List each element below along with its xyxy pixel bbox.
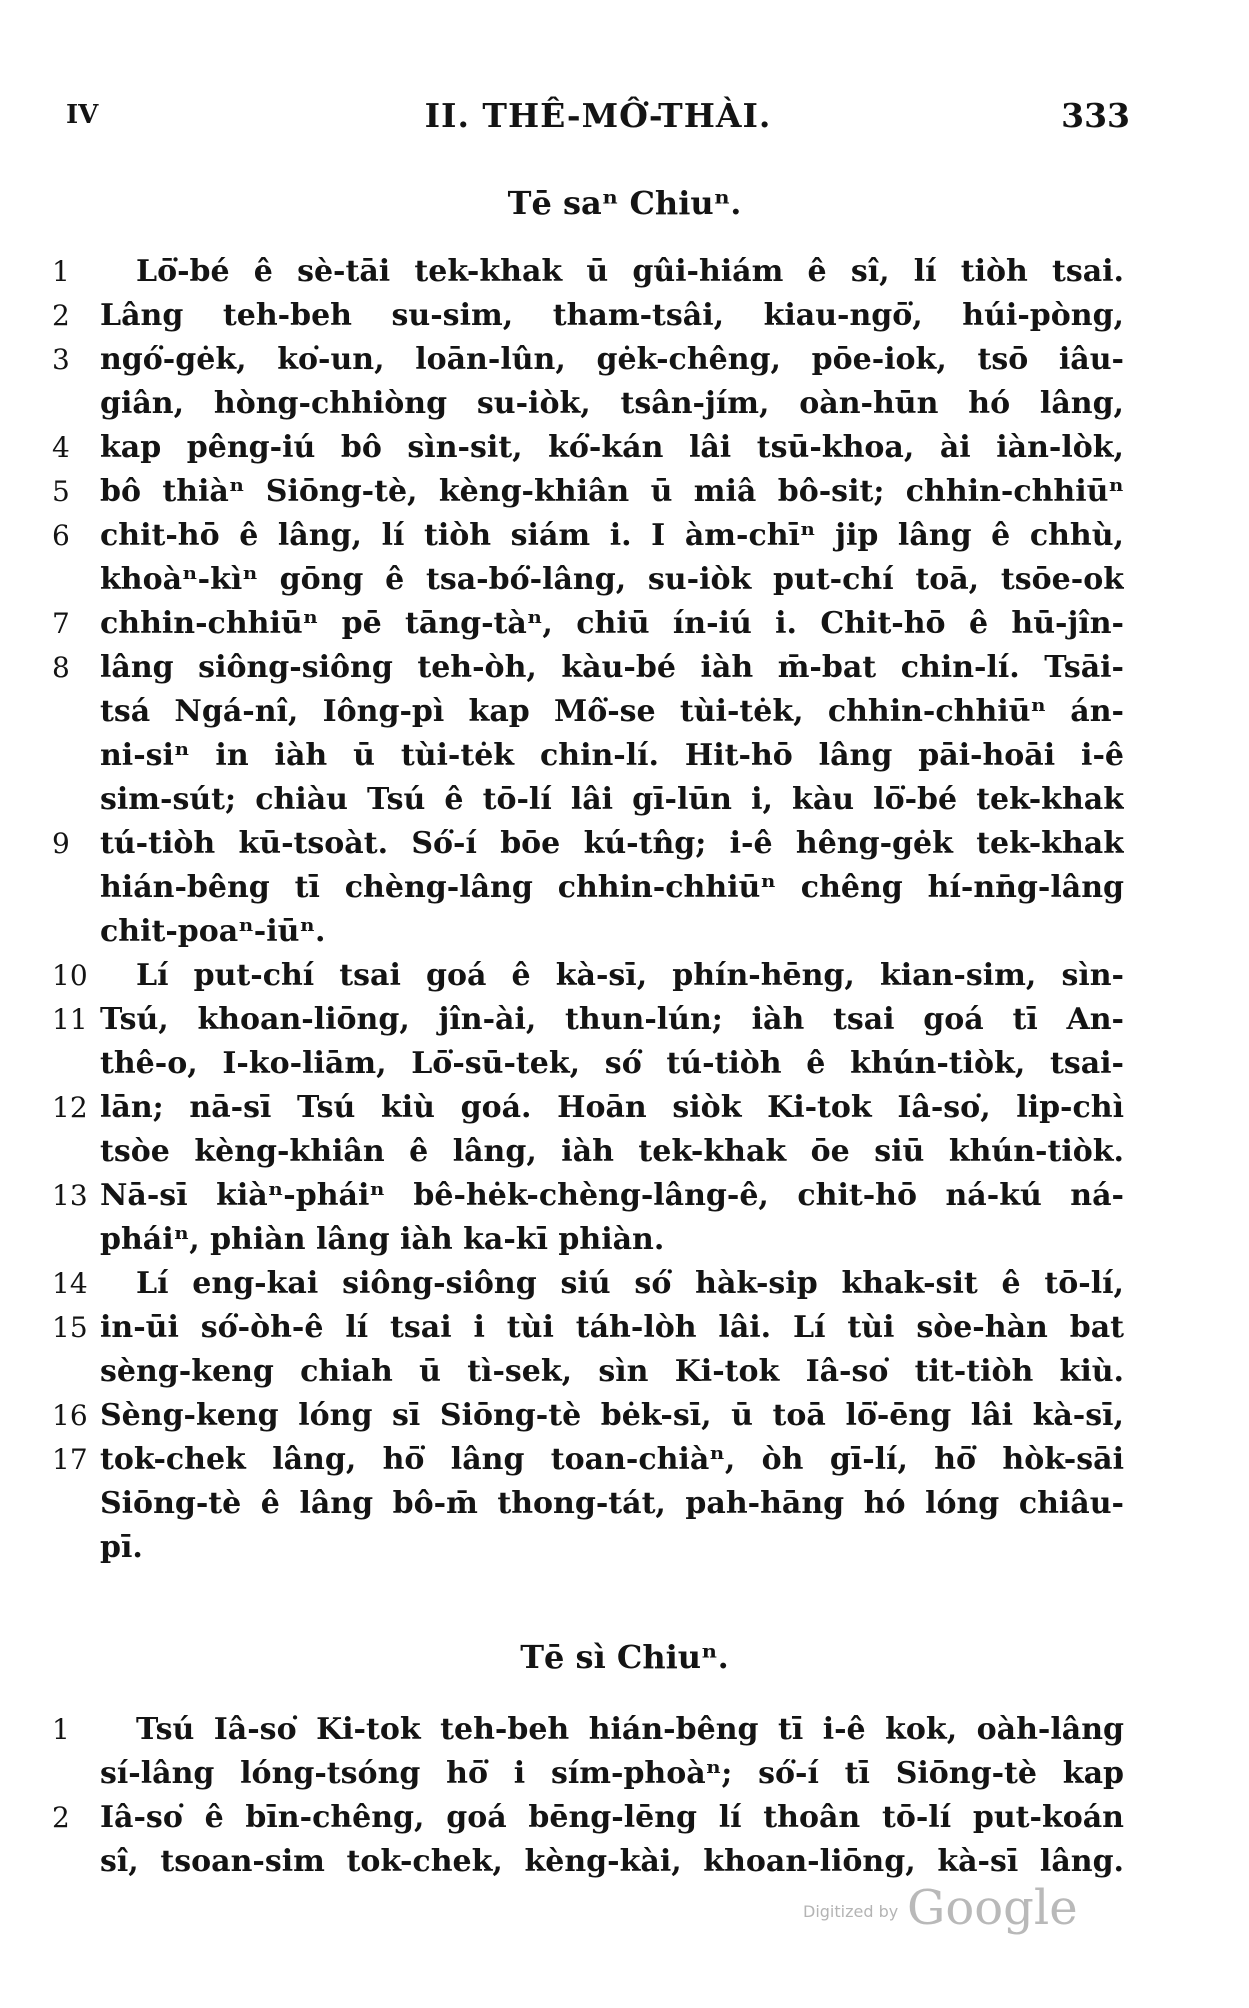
chapter-heading: Tē sì Chiuⁿ. bbox=[520, 1638, 729, 1676]
text-line bbox=[0, 1174, 1249, 1218]
line-text: Siōng-tè ê lâng bô-m̄ thong-tát, pah-hāng hó lóng chiâu- bbox=[100, 1486, 1124, 1521]
line-text: giân, hòng-chhiòng su-iòk, tsân-jím, oàn-hūn hó lâng, bbox=[100, 386, 1124, 421]
text-line bbox=[0, 734, 1249, 778]
text-line bbox=[0, 1796, 1249, 1840]
text-line bbox=[0, 602, 1249, 646]
text-line bbox=[0, 954, 1249, 998]
line-text: tú-tiòh kū-tsoàt. Só͘-í bōe kú-tn̂g; i-ê hêng-gėk tek-khak bbox=[100, 826, 1124, 861]
line-text: Nā-sī kiàⁿ-pháiⁿ bê-hėk-chèng-lâng-ê, chit-hō ná-kú ná- bbox=[100, 1178, 1124, 1213]
verse-number: 1 bbox=[52, 255, 70, 288]
text-line bbox=[0, 558, 1249, 602]
running-title: II. THÊ-MÔ͘-THÀI. bbox=[424, 96, 772, 135]
line-text: Lí eng-kai siông-siông siú só͘ hàk-sip khak-sit ê tō-lí, bbox=[136, 1266, 1124, 1301]
line-text: chit-hō ê lâng, lí tiòh siám i. I àm-chīⁿ jip lâng ê chhù, bbox=[100, 518, 1124, 553]
verse-number: 1 bbox=[52, 1713, 70, 1746]
text-line bbox=[0, 1438, 1249, 1482]
text-line bbox=[0, 1042, 1249, 1086]
line-text: tsá Ngá-nî, Iông-pì kap Mô͘-se tùi-tėk, chhin-chhiūⁿ án- bbox=[100, 694, 1124, 729]
text-line bbox=[0, 250, 1249, 294]
text-line bbox=[0, 382, 1249, 426]
line-text: sí-lâng lóng-tsóng hō͘ i sím-phoàⁿ; só͘-í tī Siōng-tè kap bbox=[100, 1756, 1124, 1791]
line-text: Tsú Iâ-so͘ Ki-tok teh-beh hián-bêng tī i-ê kok, oàh-lâng bbox=[136, 1712, 1124, 1747]
text-line bbox=[0, 1350, 1249, 1394]
verse-number: 2 bbox=[52, 299, 70, 332]
text-line bbox=[0, 1394, 1249, 1438]
line-text: kap pêng-iú bô sìn-sit, kó͘-kán lâi tsū-khoa, ài iàn-lòk, bbox=[100, 430, 1124, 465]
text-line bbox=[0, 1752, 1249, 1796]
text-line bbox=[0, 1130, 1249, 1174]
line-text: sî, tsoan-sim tok-chek, kèng-kài, khoan-liōng, kà-sī lâng. bbox=[100, 1844, 1124, 1879]
line-text: lâng siông-siông teh-òh, kàu-bé iàh m̄-bat chin-lí. Tsāi- bbox=[100, 650, 1124, 685]
verse-number: 12 bbox=[52, 1091, 88, 1124]
line-text: pī. bbox=[100, 1530, 143, 1565]
line-text: ni-siⁿ in iàh ū tùi-tėk chin-lí. Hit-hō lâng pāi-hoāi i-ê bbox=[100, 738, 1124, 773]
text-line bbox=[0, 294, 1249, 338]
text-line bbox=[0, 1840, 1249, 1884]
verse-number: 10 bbox=[52, 959, 88, 992]
line-text: tok-chek lâng, hō͘ lâng toan-chiàⁿ, òh gī-lí, hō͘ hòk-sāi bbox=[100, 1442, 1124, 1477]
line-text: bô thiàⁿ Siōng-tè, kèng-khiân ū miâ bô-sit; chhin-chhiūⁿ bbox=[100, 474, 1124, 509]
verse-number: 5 bbox=[52, 475, 70, 508]
line-text: chit-poaⁿ-iūⁿ. bbox=[100, 914, 326, 949]
verse-number: 17 bbox=[52, 1443, 88, 1476]
text-line bbox=[0, 866, 1249, 910]
line-text: thê-o, I-ko-liām, Lō͘-sū-tek, só͘ tú-tiòh ê khún-tiòk, tsai- bbox=[100, 1046, 1124, 1081]
line-text: Tsú, khoan-liōng, jîn-ài, thun-lún; iàh tsai goá tī An- bbox=[100, 1002, 1124, 1037]
text-line bbox=[0, 1086, 1249, 1130]
verse-number: 8 bbox=[52, 651, 70, 684]
line-text: ngó͘-gėk, ko͘-un, loān-lûn, gėk-chêng, pōe-iok, tsō iâu- bbox=[100, 342, 1124, 377]
verse-number: 2 bbox=[52, 1801, 70, 1834]
digitized-by-text: Digitized by bbox=[803, 1902, 899, 1921]
text-line bbox=[0, 1306, 1249, 1350]
text-line bbox=[0, 1262, 1249, 1306]
line-text: in-ūi só͘-òh-ê lí tsai i tùi táh-lòh lâi. Lí tùi sòe-hàn bat bbox=[100, 1310, 1124, 1345]
verse-number: 3 bbox=[52, 343, 70, 376]
verse-number: 11 bbox=[52, 1003, 88, 1036]
text-line bbox=[0, 690, 1249, 734]
line-text: Sèng-keng lóng sī Siōng-tè bėk-sī, ū toā lō͘-ēng lâi kà-sī, bbox=[100, 1398, 1124, 1433]
text-line bbox=[0, 1708, 1249, 1752]
line-text: chhin-chhiūⁿ pē tāng-tàⁿ, chiū ín-iú i. Chit-hō ê hū-jîn- bbox=[100, 606, 1124, 641]
line-text: Lí put-chí tsai goá ê kà-sī, phín-hēng, kian-sim, sìn- bbox=[136, 958, 1124, 993]
running-header bbox=[66, 96, 1130, 136]
text-line bbox=[0, 822, 1249, 866]
verse-number: 4 bbox=[52, 431, 70, 464]
line-text: Lō͘-bé ê sè-tāi tek-khak ū gûi-hiám ê sî, lí tiòh tsai. bbox=[136, 254, 1124, 289]
verse-number: 16 bbox=[52, 1399, 88, 1432]
verse-number: 14 bbox=[52, 1267, 88, 1300]
verse-number: 13 bbox=[52, 1179, 88, 1212]
line-text: hián-bêng tī chèng-lâng chhin-chhiūⁿ chêng hí-nn̄g-lâng bbox=[100, 870, 1124, 905]
text-line bbox=[0, 1218, 1249, 1262]
verse-number: 9 bbox=[52, 827, 70, 860]
verse-number: 7 bbox=[52, 607, 70, 640]
google-logo: Google bbox=[907, 1880, 1078, 1936]
line-text: sèng-keng chiah ū tì-sek, sìn Ki-tok Iâ-so͘ tit-tiòh kiù. bbox=[100, 1354, 1124, 1389]
text-line bbox=[0, 646, 1249, 690]
text-line bbox=[0, 1482, 1249, 1526]
signature-mark: IV bbox=[66, 100, 99, 130]
line-text: tsòe kèng-khiân ê lâng, iàh tek-khak ōe siū khún-tiòk. bbox=[100, 1134, 1124, 1169]
chapter-heading: Tē saⁿ Chiuⁿ. bbox=[507, 184, 742, 222]
line-text: lān; nā-sī Tsú kiù goá. Hoān siòk Ki-tok Iâ-so͘, lip-chì bbox=[100, 1090, 1124, 1125]
line-text: khoàⁿ-kìⁿ gōng ê tsa-bó͘-lâng, su-iòk put-chí toā, tsōe-ok bbox=[100, 562, 1124, 597]
line-text: Lâng teh-beh su-sim, tham-tsâi, kiau-ngō͘, húi-pòng, bbox=[100, 298, 1124, 333]
verse-number: 15 bbox=[52, 1311, 88, 1344]
line-text: Iâ-so͘ ê bīn-chêng, goá bēng-lēng lí thoân tō-lí put-koán bbox=[100, 1800, 1124, 1835]
text-line bbox=[0, 426, 1249, 470]
text-line bbox=[0, 514, 1249, 558]
text-line bbox=[0, 470, 1249, 514]
verse-number: 6 bbox=[52, 519, 70, 552]
text-line bbox=[0, 998, 1249, 1042]
line-text: pháiⁿ, phiàn lâng iàh ka-kī phiàn. bbox=[100, 1222, 665, 1257]
text-line bbox=[0, 1526, 1249, 1570]
line-text: sim-sút; chiàu Tsú ê tō-lí lâi gī-lūn i, kàu lō͘-bé tek-khak bbox=[100, 782, 1124, 817]
text-line bbox=[0, 910, 1249, 954]
text-line bbox=[0, 778, 1249, 822]
text-line bbox=[0, 338, 1249, 382]
page-number: 333 bbox=[1061, 96, 1130, 135]
